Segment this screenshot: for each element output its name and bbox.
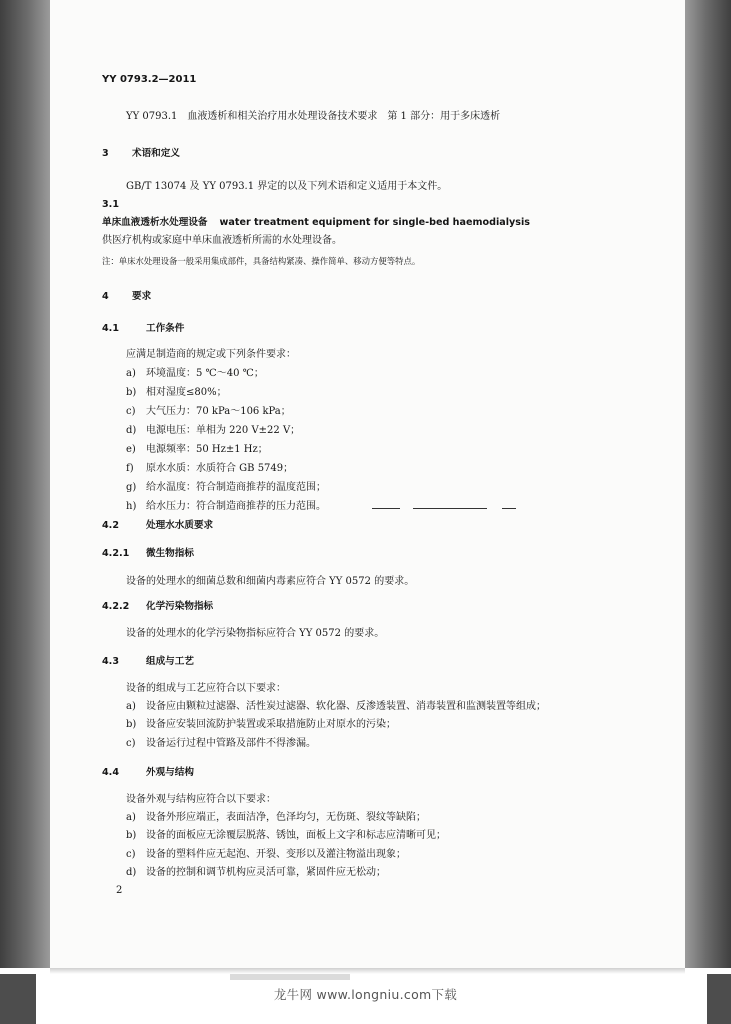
section-number: 4 xyxy=(102,291,109,302)
list-text: 设备应安装回流防护装置或采取措施防止对原水的污染； xyxy=(146,719,396,730)
document-page xyxy=(50,0,685,968)
list-item xyxy=(126,811,426,825)
clause-number: 4.3 xyxy=(102,656,119,667)
scan-shadow-right xyxy=(685,0,731,968)
list-text: 原水水质：水质符合 GB 5749； xyxy=(146,463,294,474)
list-item xyxy=(126,443,268,457)
list-marker: c) xyxy=(126,849,136,860)
watermark-strip xyxy=(0,974,731,1024)
list-marker: a) xyxy=(126,812,136,823)
section-number: 3 xyxy=(102,148,109,159)
scan-shadow-left xyxy=(0,0,50,968)
clause-title: 工作条件 xyxy=(146,323,185,334)
scan-dash-mark xyxy=(502,508,516,509)
list-text: 设备的塑料件应无起泡、开裂、变形以及灌注物溢出现象； xyxy=(146,849,406,860)
list-text: 设备应由颗粒过滤器、活性炭过滤器、软化器、反渗透装置、消毒装置和监测装置等组成； xyxy=(146,701,546,712)
list-item xyxy=(126,386,227,400)
standard-number: YY 0793.2—2011 xyxy=(102,74,197,85)
clause-title: 化学污染物指标 xyxy=(146,601,214,612)
clause-title: 组成与工艺 xyxy=(146,656,194,667)
term-definition: 供医疗机构或家庭中单床血液透析所需的水处理设备。 xyxy=(102,235,342,246)
clause-4-2-heading xyxy=(102,519,213,533)
clause-4-4-intro: 设备外观与结构应符合以下要求： xyxy=(126,794,276,805)
list-item xyxy=(126,367,264,381)
clause-title: 外观与结构 xyxy=(146,767,194,778)
clause-3-1-number: 3.1 xyxy=(102,199,119,210)
scan-dash-mark xyxy=(372,508,400,509)
list-text: 电源频率：50 Hz±1 Hz； xyxy=(146,444,268,455)
clause-number: 4.2.1 xyxy=(102,548,130,559)
clause-4-1-heading xyxy=(102,322,184,336)
list-marker: h) xyxy=(126,501,137,512)
list-marker: a) xyxy=(126,368,136,379)
list-marker: c) xyxy=(126,406,136,417)
normative-reference-item: YY 0793.1 血液透析和相关治疗用水处理设备技术要求 第 1 部分：用于多床透析 xyxy=(126,111,501,122)
section-3-intro: GB/T 13074 及 YY 0793.1 界定的以及下列术语和定义适用于本文件。 xyxy=(126,181,448,192)
list-marker: b) xyxy=(126,719,137,730)
clause-4-2-1-heading xyxy=(102,547,194,561)
list-text: 设备的控制和调节机构应灵活可靠，紧固件应无松动； xyxy=(146,867,386,878)
list-item xyxy=(126,718,396,732)
clause-number: 4.2.2 xyxy=(102,601,130,612)
clause-number: 4.2 xyxy=(102,520,119,531)
clause-number: 4.4 xyxy=(102,767,119,778)
clause-4-3-intro: 设备的组成与工艺应符合以下要求： xyxy=(126,683,286,694)
list-item xyxy=(126,848,406,862)
clause-number: 4.1 xyxy=(102,323,119,334)
clause-title: 微生物指标 xyxy=(146,548,194,559)
list-text: 给水压力：符合制造商推荐的压力范围。 xyxy=(146,501,326,512)
clause-4-4-heading xyxy=(102,766,194,780)
list-marker: d) xyxy=(126,867,137,878)
list-marker: e) xyxy=(126,444,136,455)
list-marker: c) xyxy=(126,738,136,749)
section-3-heading xyxy=(102,147,180,161)
section-title: 术语和定义 xyxy=(132,148,180,159)
list-marker: a) xyxy=(126,701,136,712)
clause-4-2-2-heading xyxy=(102,600,213,614)
list-item xyxy=(126,700,546,714)
list-marker: b) xyxy=(126,387,137,398)
list-item xyxy=(126,424,300,438)
clause-4-3-heading xyxy=(102,655,194,669)
list-item xyxy=(126,462,293,476)
term-entry xyxy=(102,216,530,230)
clause-4-1-intro: 应满足制造商的规定或下列条件要求： xyxy=(126,349,296,360)
list-marker: f) xyxy=(126,463,134,474)
clause-4-2-1-text: 设备的处理水的细菌总数和细菌内毒素应符合 YY 0572 的要求。 xyxy=(126,576,415,587)
list-item xyxy=(126,500,326,514)
term-chinese: 单床血液透析水处理设备 xyxy=(102,217,208,228)
list-text: 给水温度：符合制造商推荐的温度范围； xyxy=(146,482,326,493)
term-english: water treatment equipment for single-bed haemodialysis xyxy=(219,217,530,228)
list-marker: d) xyxy=(126,425,137,436)
scan-dash-mark xyxy=(413,508,487,509)
section-4-heading xyxy=(102,290,151,304)
list-item xyxy=(126,737,316,751)
list-text: 电源电压：单相为 220 V±22 V； xyxy=(146,425,301,436)
list-text: 环境温度：5 ℃～40 ℃； xyxy=(146,368,264,379)
clause-title: 处理水水质要求 xyxy=(146,520,214,531)
list-item xyxy=(126,829,446,843)
list-text: 设备运行过程中管路及部件不得渗漏。 xyxy=(146,738,316,749)
list-marker: g) xyxy=(126,482,137,493)
list-text: 设备外形应端正，表面洁净，色泽均匀，无伤斑、裂纹等缺陷； xyxy=(146,812,426,823)
scan-smudge xyxy=(230,974,350,980)
list-text: 大气压力：70 kPa～106 kPa； xyxy=(146,406,291,417)
download-watermark: 龙牛网 www.longniu.com下载 xyxy=(273,987,458,1002)
list-item xyxy=(126,866,386,880)
list-text: 设备的面板应无涂覆层脱落、锈蚀，面板上文字和标志应清晰可见； xyxy=(146,830,446,841)
term-note: 注：单床水处理设备一般采用集成部件，具备结构紧凑、操作简单、移动方便等特点。 xyxy=(102,256,421,266)
list-item xyxy=(126,481,326,495)
clause-4-2-2-text: 设备的处理水的化学污染物指标应符合 YY 0572 的要求。 xyxy=(126,628,385,639)
list-marker: b) xyxy=(126,830,137,841)
section-title: 要求 xyxy=(132,291,152,302)
list-text: 相对湿度≤80%； xyxy=(146,387,227,398)
page-number: 2 xyxy=(116,885,123,896)
list-item xyxy=(126,405,291,419)
